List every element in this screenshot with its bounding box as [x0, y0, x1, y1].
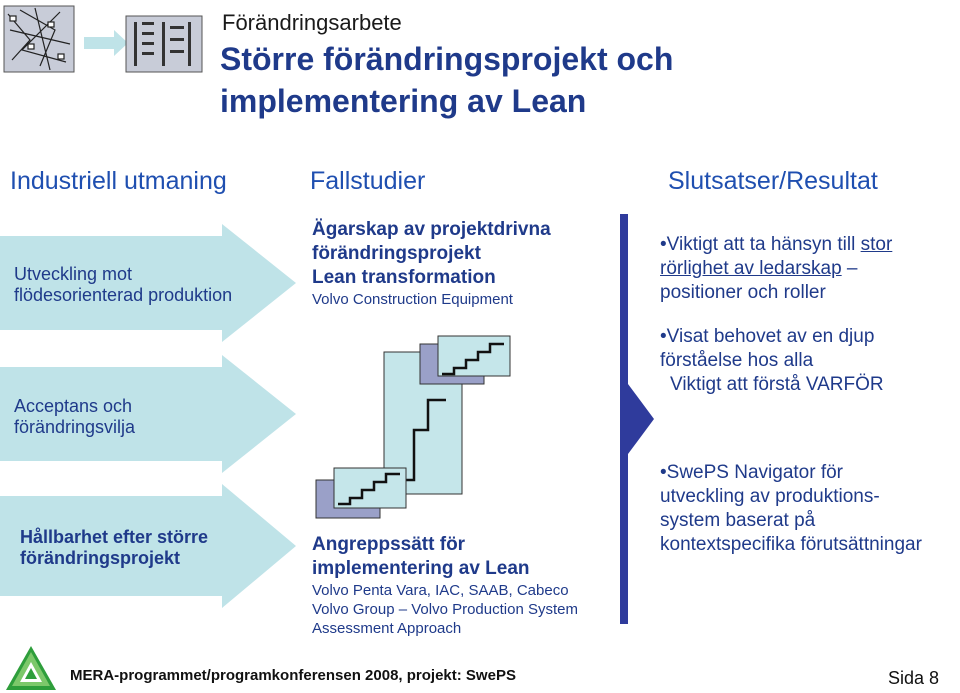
column-header-results: Slutsatser/Resultat [668, 167, 878, 195]
process-map-icon [0, 0, 80, 78]
results-arrow [620, 214, 654, 624]
case-study-top: Ägarskap av projektdrivna förändringsprojekt Lean transformation Volvo Construction Equipment [312, 219, 551, 308]
slide-subtitle: Förändringsarbete [222, 10, 402, 35]
result-3: •SwePS Navigator för utveckling av produktions- system baserat på kontextspecifika förutsättningar [660, 462, 922, 555]
column-header-challenges: Industriell utmaning [10, 167, 227, 195]
flow-layout-icon [124, 12, 206, 76]
challenge-2-text: Acceptans och förändringsvilja [14, 396, 136, 437]
page-number: Sida 8 [888, 668, 940, 688]
slide-title: Större förändringsprojekt och implementering av Lean [220, 41, 674, 119]
result-1: •Viktigt att ta hänsyn till stor rörlighet av ledarskap – positioner och roller [660, 234, 893, 303]
challenge-1-text: Utveckling mot flödesorienterad produktion [14, 264, 233, 305]
triangle-logo-icon [6, 646, 56, 690]
column-header-case-studies: Fallstudier [310, 167, 426, 195]
result-2: •Visat behovet av en djup förståelse hos alla Viktigt att förstå VARFÖR [660, 326, 884, 395]
case-study-bottom: Angreppssätt för implementering av Lean Volvo Penta Vara, IAC, SAAB, Cabeco Volvo Group – Volvo Production System Assessment Approach [312, 534, 578, 637]
footer-text: MERA-programmet/programkonferensen 2008, projekt: SwePS [70, 667, 516, 684]
flow-transition-arrow [84, 30, 128, 56]
staircase-illustration [310, 330, 520, 520]
challenge-3-text: Hållbarhet efter större förändringsprojekt [20, 527, 209, 568]
